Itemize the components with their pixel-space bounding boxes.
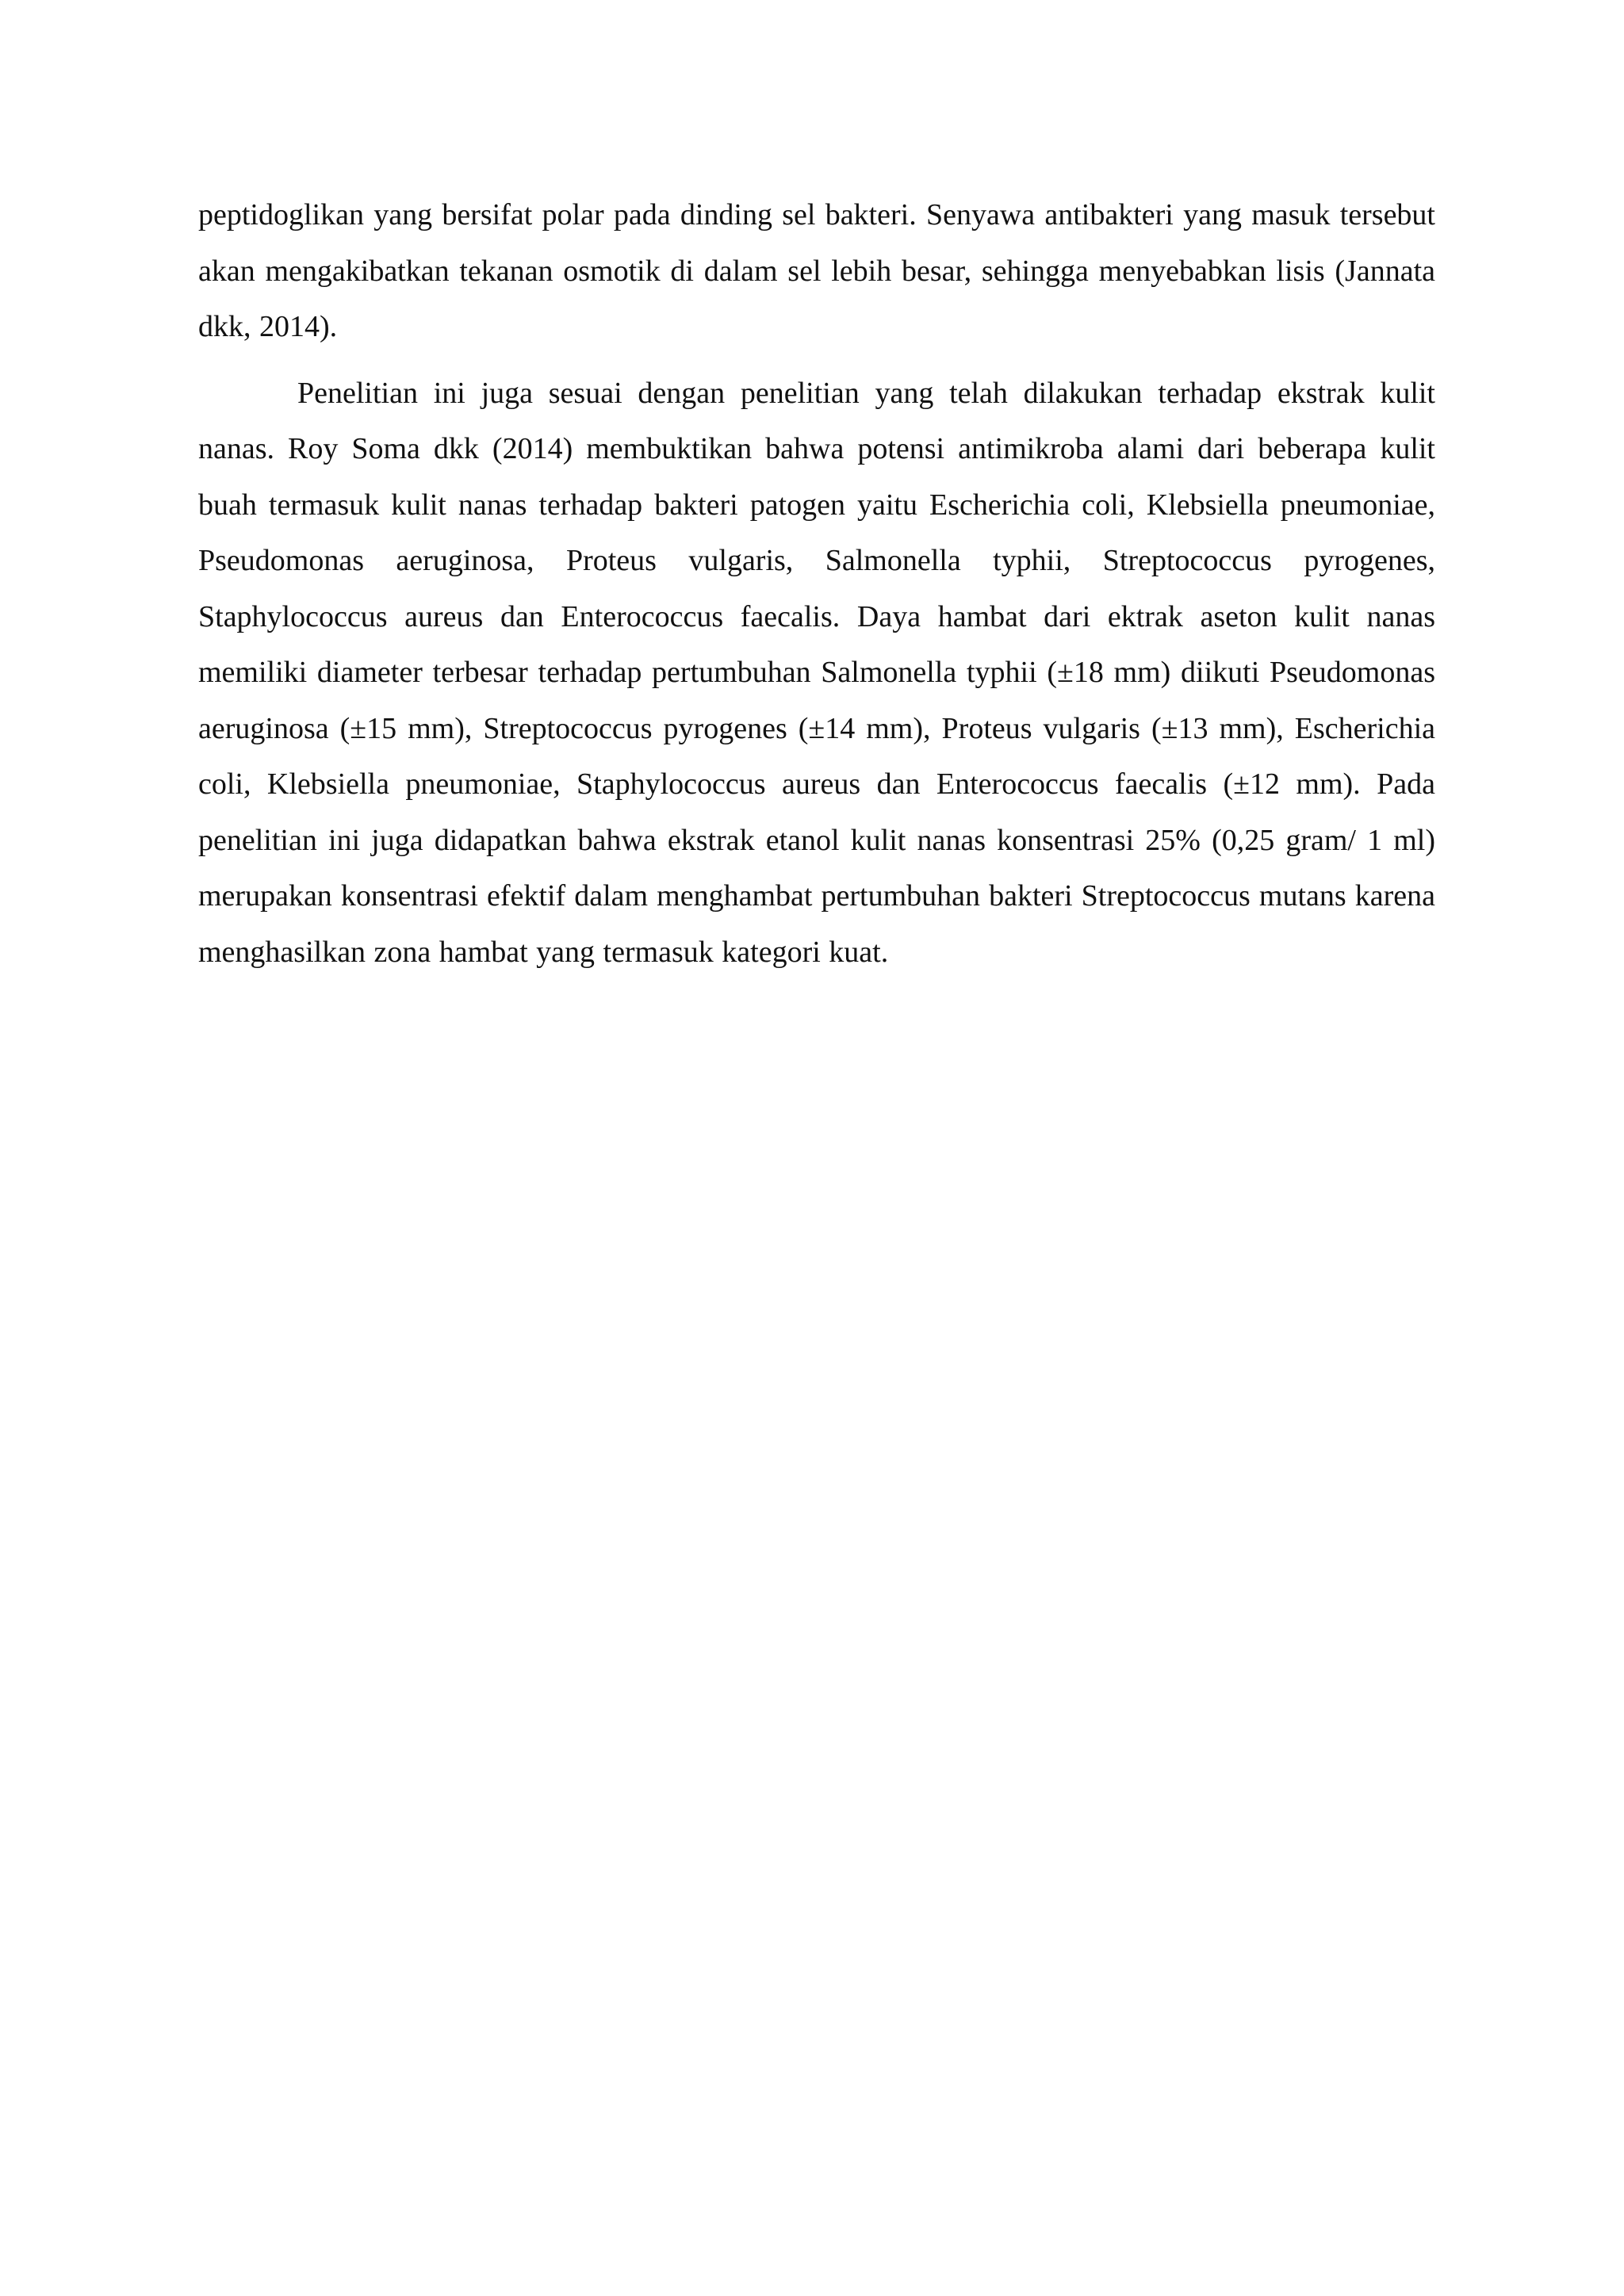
paragraph-continuation: peptidoglikan yang bersifat polar pada dinding sel bakteri. Senyawa antibakteri yang masuk tersebut akan mengakibatkan tekanan osmotik di dalam sel lebih besar, sehingga menyebabkan lisis (Jannata dkk, 2014). [198,198,1435,343]
paragraph-kulit-nanas-research: Penelitian ini juga sesuai dengan penelitian yang telah dilakukan terhadap ekstrak kulit nanas. Roy Soma dkk (2014) membuktikan bahwa potensi antimikroba alami dari beberapa kulit buah termasuk kulit nanas terhadap bakteri patogen yaitu Escherichia coli, Klebsiella pneumoniae, Pseudomonas aeruginosa, Proteus vulgaris, Salmonella typhii, Streptococcus pyrogenes, Staphylococcus aureus dan Enterococcus faecalis. Daya hambat dari ektrak aseton kulit nanas memiliki diameter terbesar terhadap pertumbuhan Salmonella typhii (±18 mm) diikuti Pseudomonas aeruginosa (±15 mm), Streptococcus pyrogenes (±14 mm), Proteus vulgaris (±13 mm), Escherichia coli, Klebsiella pneumoniae, Staphylococcus aureus dan Enterococcus faecalis (±12 mm). Pada penelitian ini juga didapatkan bahwa ekstrak etanol kulit nanas konsentrasi 25% (0,25 gram/ 1 ml) merupakan konsentrasi efektif dalam menghambat pertumbuhan bakteri Streptococcus mutans karena menghasilkan zona hambat yang termasuk kategori kuat. [198,376,1435,969]
document-body [198,187,1435,980]
